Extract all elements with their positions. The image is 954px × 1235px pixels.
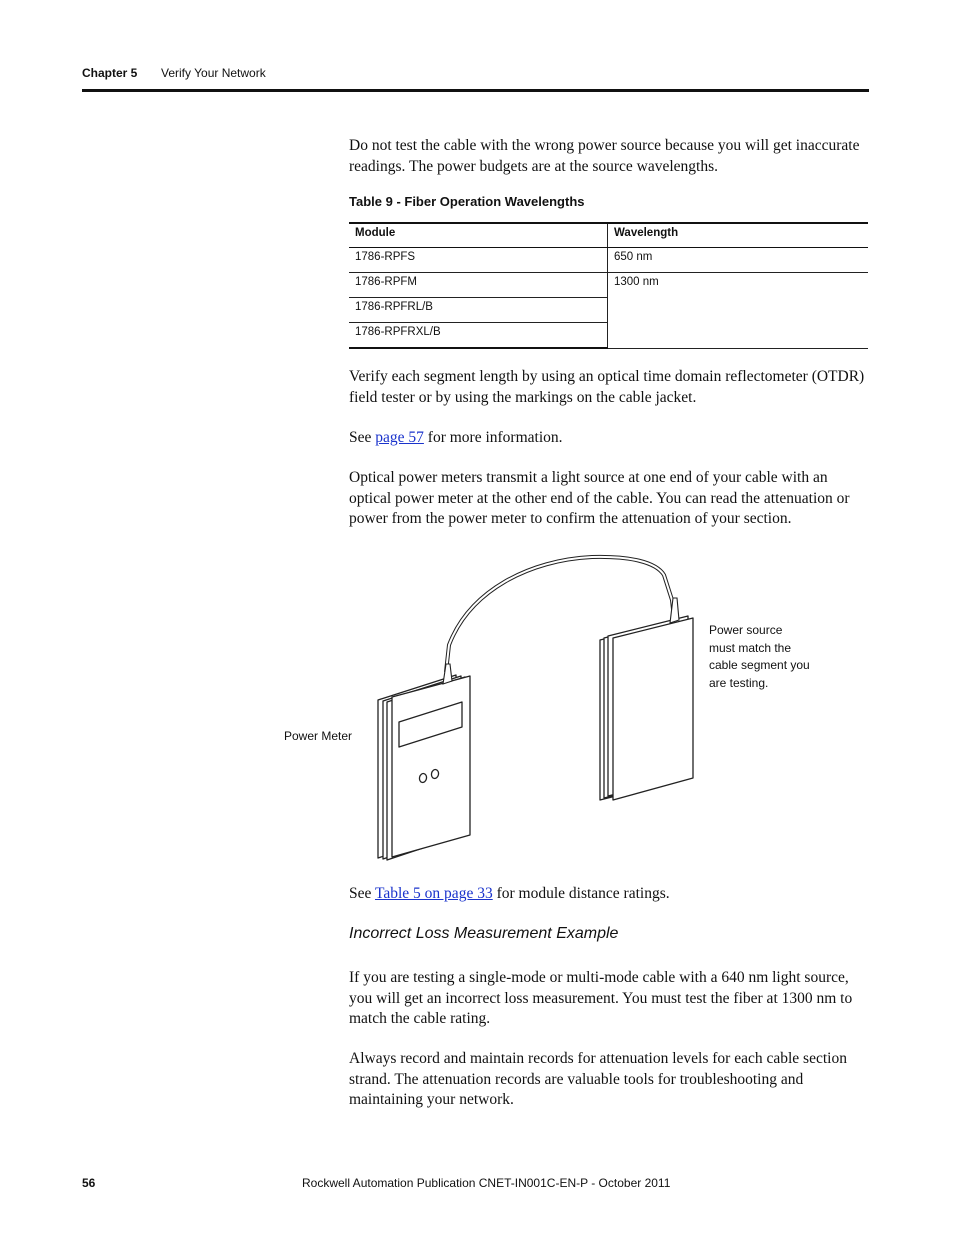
- wavelength-table: [349, 222, 868, 349]
- module-cell: 1786-RPFRXL/B: [349, 323, 608, 349]
- table-header-row: [349, 223, 868, 248]
- table-caption: Table 9 - Fiber Operation Wavelengths: [349, 194, 585, 209]
- intro-paragraph: Do not test the cable with the wrong power source because you will get inaccurate readings. The power budgets are at the source wavelengths.: [349, 137, 860, 175]
- page-57-link[interactable]: page 57: [375, 429, 424, 446]
- power-source-device: [600, 616, 693, 800]
- power-meter-paragraph: Optical power meters transmit a light source at one end of your cable with an optical power meter at the other end of the cable. You can read the attenuation or power from the power meter to confirm the attenuation of your section.: [349, 469, 850, 527]
- see-suffix: for more information.: [423, 429, 563, 446]
- power-source-note-line: are testing.: [709, 675, 769, 690]
- power-meter-device: [378, 675, 470, 860]
- column-header-module: Module: [349, 223, 608, 248]
- records-paragraph: Always record and maintain records for attenuation levels for each cable section strand. The attenuation records are valuable tools for troubleshooting and maintaining your network.: [349, 1050, 847, 1108]
- chapter-label: Chapter 5: [82, 66, 138, 80]
- table-row: [349, 273, 868, 298]
- incorrect-loss-paragraph: If you are testing a single-mode or multi-mode cable with a 640 nm light source, you will get an incorrect loss measurement. You must test the fiber at 1300 nm to match the cable rating.: [349, 969, 853, 1027]
- power-source-note-line: cable segment you: [709, 658, 810, 672]
- column-header-wavelength: Wavelength: [608, 223, 869, 248]
- module-cell: 1786-RPFM: [349, 273, 608, 298]
- chapter-title: Verify Your Network: [161, 66, 266, 80]
- meter-connector: [443, 664, 452, 684]
- see-suffix: for module distance ratings.: [492, 885, 670, 902]
- see-table-line: [349, 884, 871, 905]
- header-rule: [82, 89, 869, 92]
- module-cell: 1786-RPFS: [349, 248, 608, 273]
- running-header: [82, 66, 266, 80]
- power-meter-label: Power Meter: [284, 729, 353, 743]
- section-subheading: Incorrect Loss Measurement Example: [349, 925, 619, 942]
- see-prefix: See: [349, 885, 375, 902]
- power-source-note: [709, 622, 810, 692]
- power-source-note-line: must match the: [709, 640, 792, 655]
- table-row: [349, 248, 868, 273]
- power-meter-figure: [370, 550, 710, 862]
- power-source-note-line: Power source: [709, 623, 783, 637]
- publication-footer: Rockwell Automation Publication CNET-IN001C-EN-P - October 2011: [302, 1176, 671, 1190]
- wavelength-cell: 650 nm: [608, 248, 869, 273]
- page-number: 56: [82, 1176, 96, 1190]
- otdr-paragraph: Verify each segment length by using an optical time domain reflectometer (OTDR) field tester or by using the markings on the cable jacket.: [349, 368, 865, 406]
- see-page-line: [349, 428, 871, 449]
- table-5-link[interactable]: Table 5 on page 33: [374, 885, 493, 902]
- module-cell: 1786-RPFRL/B: [349, 298, 608, 323]
- see-prefix: See: [349, 429, 376, 446]
- wavelength-cell: 1300 nm: [608, 273, 869, 349]
